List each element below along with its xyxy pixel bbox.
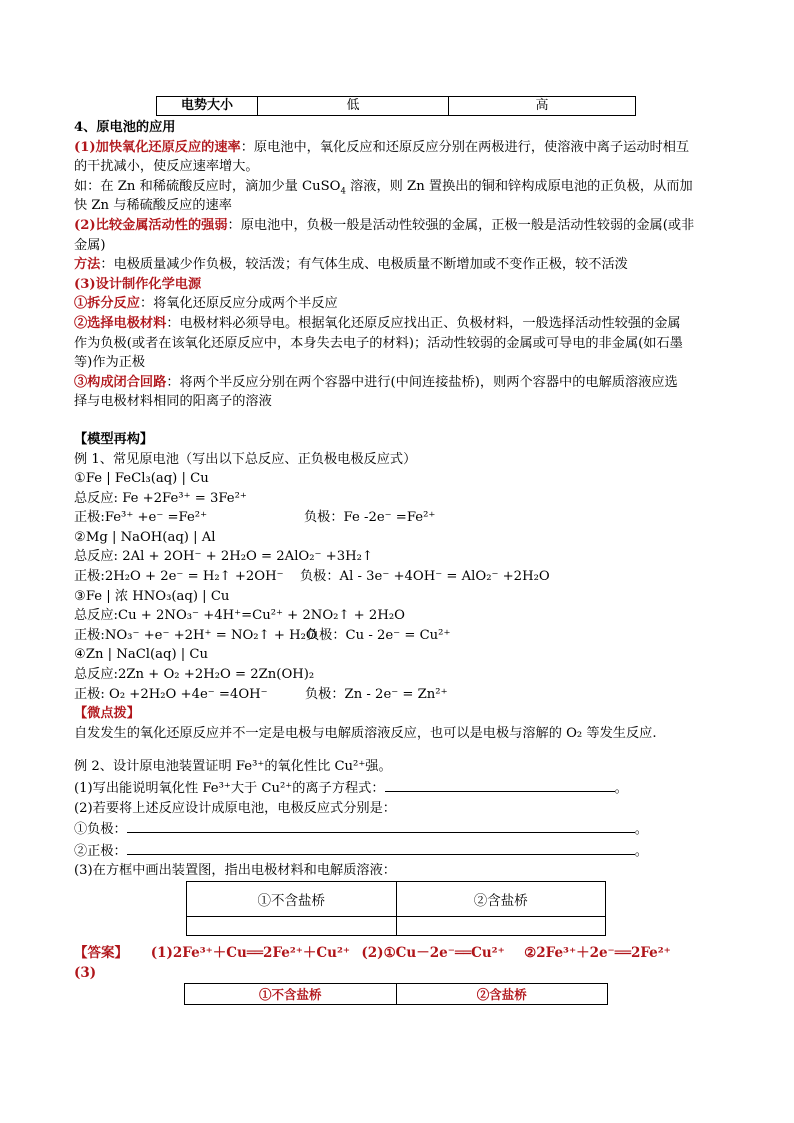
device-cell-empty-2[interactable] <box>396 916 606 935</box>
answer-no-salt-bridge: ①不含盐桥 <box>185 984 397 1005</box>
tip-text: 自发发生的氧化还原反应并不一定是电极与电解质溶液反应，也可以是电极与溶解的 O₂ 等发生反应. <box>74 725 657 741</box>
answer-3: (3) <box>74 964 97 981</box>
eg-a: 如：在 Zn 和稀硫酸反应时，滴加少量 CuSO <box>74 178 341 194</box>
cell3-title: ③Fe | 浓 HNO₃(aq) | Cu <box>74 588 230 604</box>
s1-label: ①拆分反应 <box>74 296 140 312</box>
s2-label: ②选择电极材料 <box>74 315 167 331</box>
eg-b: 溶液，则 Zn 置换出的铜和锌构成原电池的正负极，从而加 <box>345 178 693 194</box>
p2-text: ：原电池中，负极一般是活动性较强的金属，正极一般是活动性较弱的金属(或非 <box>227 217 695 233</box>
eg-cont: 快 Zn 与稀硫酸反应的速率 <box>74 198 232 214</box>
method-colon: ： <box>100 257 114 273</box>
cell4-neg: 负极：Zn - 2e⁻ = Zn²⁺ <box>305 686 448 702</box>
answer-device-table <box>184 983 608 1005</box>
cell1-pos: 正极:Fe³⁺ +e⁻ =Fe²⁺ <box>74 510 208 526</box>
cell1-total: 总反应: Fe +2Fe³⁺ = 3Fe²⁺ <box>74 490 247 506</box>
method-text: 电极质量减少作负极，较活泼；有气体生成、电极质量不断增加或不变作正极，较不活泼 <box>113 257 628 273</box>
ex2-pos-period: 。 <box>634 843 648 859</box>
cell4-total: 总反应:2Zn + O₂ +2H₂O = 2Zn(OH)₂ <box>74 667 315 683</box>
s2-cont1: 作为负极(或者在该氧化还原反应中，本身失去电子的材料)；活动性较弱的金属或可导电的非金属(如石墨 <box>74 335 683 351</box>
tip-heading: 【微点拨】 <box>74 706 140 722</box>
cell1-title: ①Fe | FeCl₃(aq) | Cu <box>74 471 209 487</box>
s2-text: ：电极材料必须导电。根据氧化还原反应找出正、负极材料，一般选择活动性较强的金属 <box>166 315 681 331</box>
device-cell-empty-1[interactable] <box>187 916 397 935</box>
s1-text: ：将氧化还原反应分成两个半反应 <box>139 296 338 312</box>
eg-sub: 4 <box>340 186 346 197</box>
potential-label: 电势大小 <box>157 97 258 116</box>
cell2-neg: 负极：Al - 3e⁻ +4OH⁻ = AlO₂⁻ +2H₂O <box>300 569 550 585</box>
potential-table <box>156 96 636 116</box>
answer-1: (1)2Fe³⁺＋Cu══2Fe²⁺＋Cu²⁺ <box>150 944 351 961</box>
device-table <box>186 881 606 936</box>
cell4-pos: 正极: O₂ +2H₂O +4e⁻ =4OH⁻ <box>74 686 268 702</box>
section4-title: 4、原电池的应用 <box>74 120 176 135</box>
ex2-q2: (2)若要将上述反应设计成原电池，电极反应式分别是： <box>74 800 396 816</box>
answer-blank-neg[interactable] <box>127 818 635 833</box>
cell2-pos: 正极:2H₂O + 2e⁻ = H₂↑ +2OH⁻ <box>74 569 284 585</box>
ex2-title: 例 2、设计原电池装置证明 Fe³⁺的氧化性比 Cu²⁺强。 <box>74 759 392 775</box>
ex2-q3: (3)在方框中画出装置图，指出电极材料和电解质溶液： <box>74 863 396 879</box>
answer-blank-pos[interactable] <box>127 840 635 855</box>
cell4-title: ④Zn | NaCl(aq) | Cu <box>74 647 209 663</box>
cell2-total: 总反应: 2Al + 2OH⁻ + 2H₂O = 2AlO₂⁻ +3H₂↑ <box>74 549 373 565</box>
s3-cont: 择与电极材料相同的阳离子的溶液 <box>74 394 272 410</box>
answer-salt-bridge: ②含盐桥 <box>396 984 608 1005</box>
answer-2b: ②2Fe³⁺＋2e⁻══2Fe²⁺ <box>524 944 671 961</box>
answer-2: (2)①Cu－2e⁻══Cu²⁺ <box>361 944 505 961</box>
s3-label: ③构成闭合回路 <box>74 374 167 390</box>
ex2-neg-period: 。 <box>634 822 648 838</box>
s2-cont2: 等)作为正极 <box>74 355 146 371</box>
cell3-total: 总反应:Cu + 2NO₃⁻ +4H⁺=Cu²⁺ + 2NO₂↑ + 2H₂O <box>74 608 405 624</box>
device-salt-bridge: ②含盐桥 <box>396 881 606 916</box>
cell3-pos: 正极:NO₃⁻ +e⁻ +2H⁺ = NO₂↑ + H₂O <box>74 627 317 643</box>
p2-label: (2)比较金属活动性的强弱 <box>74 217 228 233</box>
document-page <box>74 96 724 1005</box>
p1-text: ：原电池中，氧化反应和还原反应分别在两极进行，使溶液中离子运动时相互 <box>240 139 690 155</box>
s3-text: ：将两个半反应分别在两个容器中进行(中间连接盐桥)，则两个容器中的电解质溶液应选 <box>166 374 678 390</box>
potential-low: 低 <box>258 97 449 116</box>
potential-high: 高 <box>449 97 636 116</box>
ex2-neg: ①负极： <box>74 822 127 838</box>
p2-cont: 金属) <box>74 237 106 253</box>
cell1-neg: 负极：Fe -2e⁻ =Fe²⁺ <box>304 510 436 526</box>
p3-label: (3)设计制作化学电源 <box>74 276 202 292</box>
cell2-title: ②Mg | NaOH(aq) | Al <box>74 529 216 545</box>
model-heading: 【模型再构】 <box>74 431 154 447</box>
p1-label: (1)加快氧化还原反应的速率 <box>74 139 241 155</box>
answer-label: 【答案】 <box>74 944 128 961</box>
ex2-pos: ②正极： <box>74 843 127 859</box>
cell3-neg: 负极：Cu - 2e⁻ = Cu²⁺ <box>306 627 451 643</box>
ex2-q1-period: 。 <box>614 781 628 796</box>
method-label: 方法 <box>74 257 101 273</box>
p1-cont: 的干扰减小，使反应速率增大。 <box>74 159 259 175</box>
answer-blank-1[interactable] <box>385 777 615 792</box>
ex1-title: 例 1、常见原电池（写出以下总反应、正负极电极反应式） <box>74 451 417 467</box>
device-no-salt-bridge: ①不含盐桥 <box>187 881 397 916</box>
ex2-q1: (1)写出能说明氧化性 Fe³⁺大于 Cu²⁺的离子方程式： <box>74 781 385 796</box>
